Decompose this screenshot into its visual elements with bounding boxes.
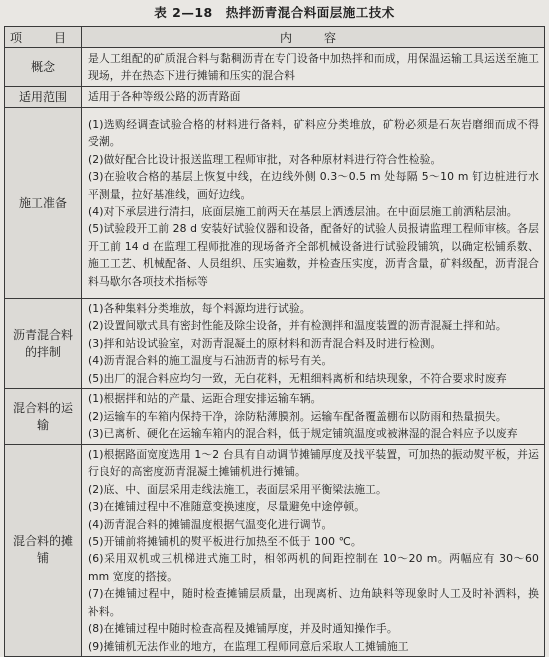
content-paragraph: (2)运输车的车箱内保持干净，涂防粘薄膜剂。运输车配备覆盖棚布以防雨和热量损失。 (88, 409, 507, 423)
construction-technique-table (4, 26, 545, 657)
content-paragraph: (3)在验收合格的基层上恢复中线，在边线外侧 0.3～0.5 m 处每隔 5～10 m 钉边桩进行水平测量，拉好基准线，画好边线。 (88, 170, 539, 201)
content-paragraph: (2)做好配合比设计报送监理工程师审批，对各种原材料进行符合性检验。 (88, 152, 442, 166)
content-paragraph: 是人工组配的矿质混合料与黏稠沥青在专门设备中加热拌和而成，用保温运输工具运送至施工现场，并在热态下进行摊铺和压实的混合料 (88, 51, 539, 82)
table-header-row (5, 27, 545, 48)
row-content (82, 445, 545, 657)
table-row-transport (5, 389, 545, 445)
content-paragraph: (6)采用双机或三机梯进式施工时，相邻两机的间距控制在 10～20 m。两幅应有 30～60 mm 宽度的搭接。 (88, 552, 539, 583)
content-paragraph: (1)各种集料分类堆放，每个料源均进行试验。 (88, 302, 311, 315)
header-content: 内 容 (82, 27, 545, 48)
table-row-paving (5, 445, 545, 657)
content-paragraph: (1)根据拌和站的产量、运距合理安排运输车辆。 (88, 392, 322, 406)
content-paragraph: (4)沥青混合料的施工温度与石油沥青的标号有关。 (88, 354, 333, 368)
content-paragraph: (5)试验段开工前 28 d 安装好试验仪器和设备，配备好的试验人员报请监理工程师审核。各层开工前 14 d 在监理工程师批准的现场备齐全部机械设备进行试验段铺筑，以确定松铺系数、施工工艺、机械配备、人员组织、压实遍数，并检查压实度，沥青含量，矿料级配，沥青混合料马歇尔各项技术指标等 (88, 222, 539, 288)
row-item: 沥青混合料的拌制 (5, 299, 82, 389)
row-item: 概念 (5, 48, 82, 87)
header-item: 项 目 (5, 27, 82, 48)
content-paragraph: (4)沥青混合料的摊铺温度根据气温变化进行调节。 (88, 517, 333, 531)
row-item: 适用范围 (5, 87, 82, 108)
table-row-preparation (5, 108, 545, 299)
row-item: 混合料的运输 (5, 389, 82, 445)
row-content (82, 299, 545, 389)
row-content (82, 108, 545, 299)
content-paragraph: (2)底、中、面层采用走线法施工，表面层采用平衡梁法施工。 (88, 482, 387, 496)
row-content (82, 87, 545, 108)
row-item: 施工准备 (5, 108, 82, 299)
content-paragraph: (1)根据路面宽度选用 1～2 台具有自动调节摊铺厚度及找平装置，可加热的振动熨平板，并运行良好的高密度沥青混凝土摊铺机进行摊铺。 (88, 448, 539, 479)
table-row-scope (5, 87, 545, 108)
row-content (82, 389, 545, 445)
row-content (82, 48, 545, 87)
content-paragraph: (4)对下承层进行清扫，底面层施工前两天在基层上洒透层油。在中面层施工前洒粘层油。 (88, 205, 518, 218)
row-item: 混合料的摊铺 (5, 445, 82, 657)
content-paragraph: (3)已离析、硬化在运输车箱内的混合料，低于规定铺筑温度或被淋湿的混合料应予以废弃 (88, 427, 518, 441)
content-paragraph: (2)设置间歇式具有密封性能及除尘设备，并有检测拌和温度装置的沥青混凝土拌和站。 (88, 319, 507, 333)
content-paragraph: (8)在摊铺过程中随时检查高程及摊铺厚度，并及时通知操作手。 (88, 622, 398, 636)
content-paragraph: (3)在摊铺过程中不准随意变换速度，尽量避免中途停顿。 (88, 500, 366, 514)
table-row-concept (5, 48, 545, 87)
content-paragraph: (9)摊铺机无法作业的地方，在监理工程师同意后采取人工摊铺施工 (88, 639, 409, 653)
table-row-mixing (5, 299, 545, 389)
content-paragraph: (3)拌和站设试验室，对沥青混凝土的原材料和沥青混合料及时进行检测。 (88, 336, 442, 350)
content-paragraph: (5)开铺前将摊铺机的熨平板进行加热至不低于 100 ℃。 (88, 535, 362, 549)
content-paragraph: (7)在摊铺过程中，随时检查摊铺层质量，出现离析、边角缺料等现象时人工及时补洒料，换补料。 (88, 587, 539, 618)
content-paragraph: (5)出厂的混合料应均匀一致，无白花料，无粗细料离析和结块现象，不符合要求时废弃 (88, 371, 507, 385)
content-paragraph: 适用于各种等级公路的沥青路面 (88, 90, 241, 104)
table-caption: 表 2—18 热拌沥青混合料面层施工技术 (154, 5, 395, 20)
content-paragraph: (1)选购经调查试验合格的材料进行备料，矿料应分类堆放，矿粉必须是石灰岩磨细而成不得受潮。 (88, 117, 539, 149)
